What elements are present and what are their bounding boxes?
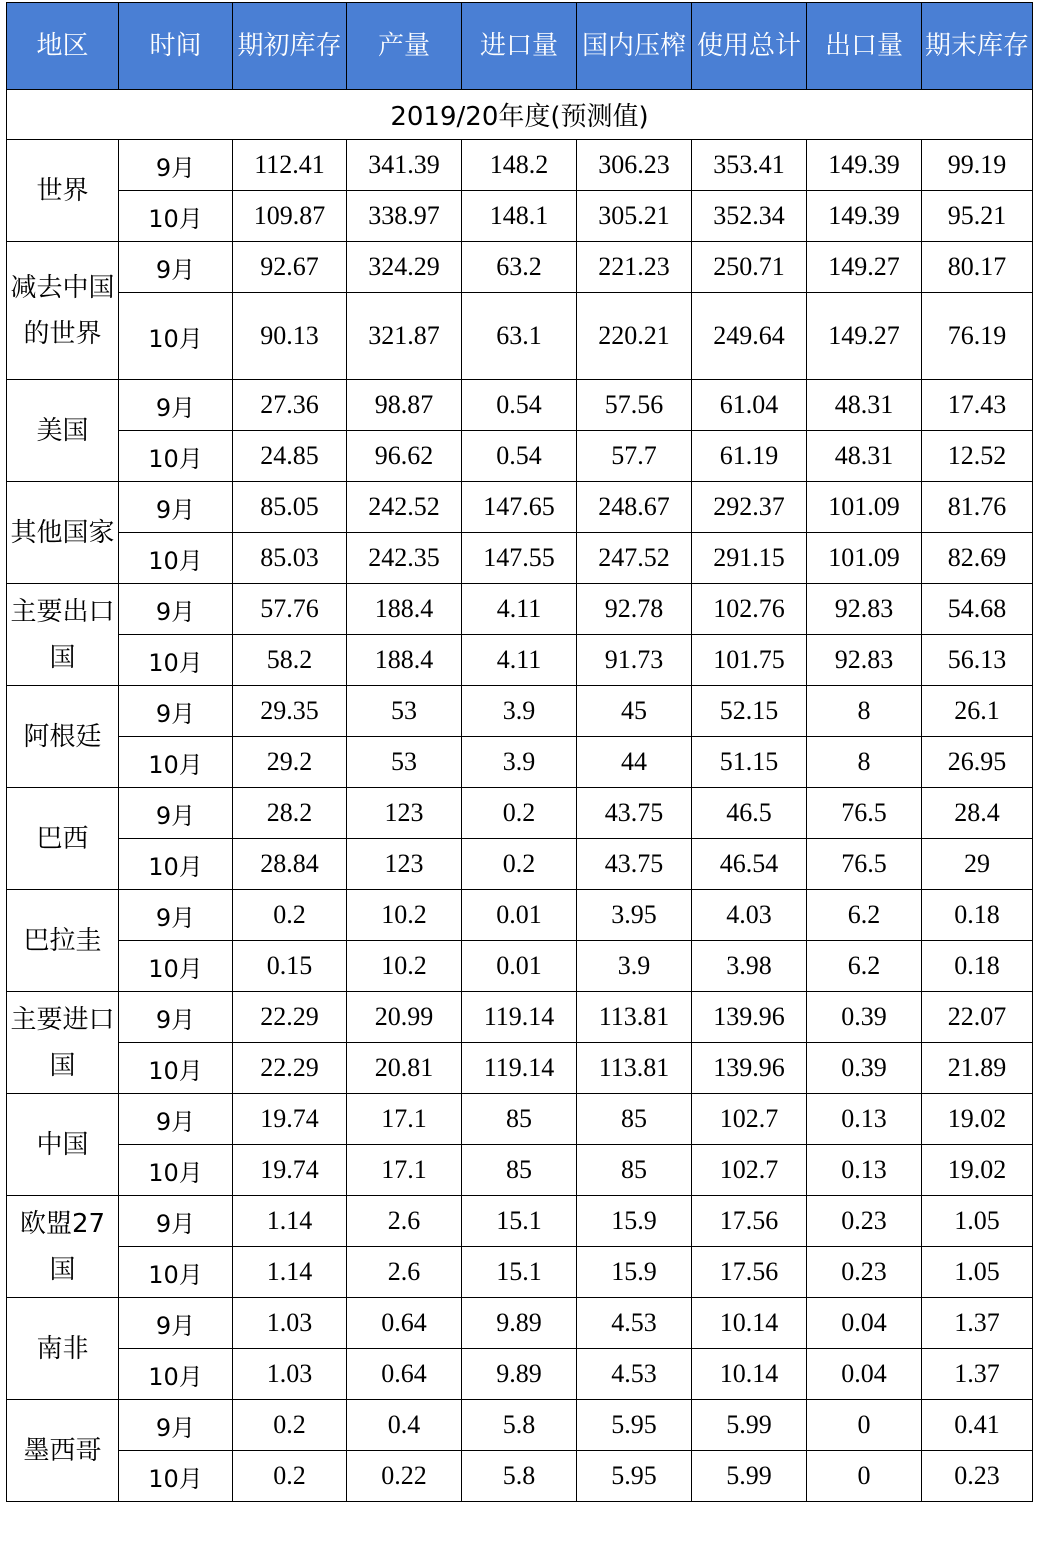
value-cell: 149.39 xyxy=(807,140,922,191)
value-cell: 221.23 xyxy=(577,242,692,293)
value-cell: 3.9 xyxy=(577,941,692,992)
value-cell: 15.1 xyxy=(462,1196,577,1247)
col-header-ending-stocks: 期末库存 xyxy=(922,3,1033,90)
value-cell: 19.02 xyxy=(922,1094,1033,1145)
col-header-region: 地区 xyxy=(7,3,119,90)
value-cell: 147.55 xyxy=(462,533,577,584)
value-cell: 28.4 xyxy=(922,788,1033,839)
value-cell: 0.15 xyxy=(233,941,347,992)
table-row xyxy=(7,191,1033,242)
value-cell: 113.81 xyxy=(577,992,692,1043)
value-cell: 29.35 xyxy=(233,686,347,737)
month-cell: 9月 xyxy=(119,1400,233,1451)
value-cell: 29 xyxy=(922,839,1033,890)
value-cell: 1.05 xyxy=(922,1247,1033,1298)
value-cell: 123 xyxy=(347,839,462,890)
value-cell: 0.18 xyxy=(922,890,1033,941)
col-header-imports: 进口量 xyxy=(462,3,577,90)
value-cell: 46.5 xyxy=(692,788,807,839)
value-cell: 27.36 xyxy=(233,380,347,431)
value-cell: 22.29 xyxy=(233,1043,347,1094)
value-cell: 3.9 xyxy=(462,686,577,737)
value-cell: 188.4 xyxy=(347,584,462,635)
month-cell: 10月 xyxy=(119,293,233,380)
value-cell: 54.68 xyxy=(922,584,1033,635)
table-row xyxy=(7,1196,1033,1247)
value-cell: 20.81 xyxy=(347,1043,462,1094)
value-cell: 5.8 xyxy=(462,1451,577,1502)
table-row xyxy=(7,1298,1033,1349)
value-cell: 119.14 xyxy=(462,1043,577,1094)
value-cell: 26.1 xyxy=(922,686,1033,737)
value-cell: 1.37 xyxy=(922,1349,1033,1400)
value-cell: 9.89 xyxy=(462,1349,577,1400)
value-cell: 0.64 xyxy=(347,1298,462,1349)
value-cell: 92.67 xyxy=(233,242,347,293)
value-cell: 123 xyxy=(347,788,462,839)
month-cell: 9月 xyxy=(119,1196,233,1247)
value-cell: 0.2 xyxy=(233,1400,347,1451)
value-cell: 17.43 xyxy=(922,380,1033,431)
value-cell: 81.76 xyxy=(922,482,1033,533)
month-cell: 10月 xyxy=(119,1145,233,1196)
month-cell: 10月 xyxy=(119,1451,233,1502)
value-cell: 28.2 xyxy=(233,788,347,839)
table-row xyxy=(7,482,1033,533)
value-cell: 292.37 xyxy=(692,482,807,533)
region-cell: 主要进口国 xyxy=(7,992,119,1094)
value-cell: 10.14 xyxy=(692,1298,807,1349)
region-cell: 欧盟27国 xyxy=(7,1196,119,1298)
value-cell: 1.03 xyxy=(233,1349,347,1400)
region-cell: 其他国家 xyxy=(7,482,119,584)
value-cell: 1.14 xyxy=(233,1247,347,1298)
value-cell: 0.22 xyxy=(347,1451,462,1502)
table-row xyxy=(7,1145,1033,1196)
value-cell: 3.98 xyxy=(692,941,807,992)
value-cell: 63.2 xyxy=(462,242,577,293)
value-cell: 305.21 xyxy=(577,191,692,242)
month-cell: 9月 xyxy=(119,1094,233,1145)
value-cell: 15.9 xyxy=(577,1247,692,1298)
value-cell: 306.23 xyxy=(577,140,692,191)
value-cell: 0.54 xyxy=(462,380,577,431)
value-cell: 91.73 xyxy=(577,635,692,686)
value-cell: 248.67 xyxy=(577,482,692,533)
value-cell: 5.99 xyxy=(692,1400,807,1451)
value-cell: 148.2 xyxy=(462,140,577,191)
header-row xyxy=(7,3,1033,90)
value-cell: 148.1 xyxy=(462,191,577,242)
value-cell: 19.74 xyxy=(233,1145,347,1196)
value-cell: 0.2 xyxy=(462,788,577,839)
value-cell: 0.04 xyxy=(807,1298,922,1349)
value-cell: 48.31 xyxy=(807,380,922,431)
value-cell: 10.14 xyxy=(692,1349,807,1400)
value-cell: 149.27 xyxy=(807,242,922,293)
value-cell: 341.39 xyxy=(347,140,462,191)
value-cell: 76.19 xyxy=(922,293,1033,380)
value-cell: 2.6 xyxy=(347,1247,462,1298)
value-cell: 17.56 xyxy=(692,1196,807,1247)
table-row xyxy=(7,1400,1033,1451)
value-cell: 17.1 xyxy=(347,1094,462,1145)
value-cell: 10.2 xyxy=(347,890,462,941)
value-cell: 101.75 xyxy=(692,635,807,686)
table-row xyxy=(7,380,1033,431)
value-cell: 112.41 xyxy=(233,140,347,191)
value-cell: 15.9 xyxy=(577,1196,692,1247)
value-cell: 250.71 xyxy=(692,242,807,293)
month-cell: 9月 xyxy=(119,788,233,839)
table-row xyxy=(7,1043,1033,1094)
value-cell: 3.9 xyxy=(462,737,577,788)
value-cell: 96.62 xyxy=(347,431,462,482)
value-cell: 0.01 xyxy=(462,890,577,941)
table-row xyxy=(7,1349,1033,1400)
value-cell: 76.5 xyxy=(807,788,922,839)
value-cell: 4.53 xyxy=(577,1298,692,1349)
value-cell: 85.03 xyxy=(233,533,347,584)
season-row xyxy=(7,90,1033,140)
value-cell: 0.13 xyxy=(807,1145,922,1196)
value-cell: 119.14 xyxy=(462,992,577,1043)
table-row xyxy=(7,788,1033,839)
value-cell: 6.2 xyxy=(807,890,922,941)
value-cell: 85 xyxy=(577,1145,692,1196)
value-cell: 76.5 xyxy=(807,839,922,890)
month-cell: 10月 xyxy=(119,839,233,890)
value-cell: 98.87 xyxy=(347,380,462,431)
table-row xyxy=(7,686,1033,737)
col-header-production: 产量 xyxy=(347,3,462,90)
value-cell: 147.65 xyxy=(462,482,577,533)
region-cell: 世界 xyxy=(7,140,119,242)
value-cell: 0 xyxy=(807,1451,922,1502)
table-row xyxy=(7,1451,1033,1502)
value-cell: 52.15 xyxy=(692,686,807,737)
value-cell: 61.04 xyxy=(692,380,807,431)
value-cell: 53 xyxy=(347,737,462,788)
value-cell: 149.39 xyxy=(807,191,922,242)
value-cell: 0.4 xyxy=(347,1400,462,1451)
value-cell: 220.21 xyxy=(577,293,692,380)
value-cell: 45 xyxy=(577,686,692,737)
value-cell: 17.1 xyxy=(347,1145,462,1196)
value-cell: 8 xyxy=(807,686,922,737)
value-cell: 2.6 xyxy=(347,1196,462,1247)
month-cell: 9月 xyxy=(119,242,233,293)
value-cell: 80.17 xyxy=(922,242,1033,293)
month-cell: 10月 xyxy=(119,431,233,482)
region-cell: 减去中国的世界 xyxy=(7,242,119,380)
month-cell: 10月 xyxy=(119,1349,233,1400)
value-cell: 1.03 xyxy=(233,1298,347,1349)
value-cell: 56.13 xyxy=(922,635,1033,686)
value-cell: 113.81 xyxy=(577,1043,692,1094)
value-cell: 15.1 xyxy=(462,1247,577,1298)
value-cell: 92.83 xyxy=(807,635,922,686)
value-cell: 21.89 xyxy=(922,1043,1033,1094)
table-row xyxy=(7,533,1033,584)
value-cell: 3.95 xyxy=(577,890,692,941)
value-cell: 22.29 xyxy=(233,992,347,1043)
region-cell: 主要出口国 xyxy=(7,584,119,686)
value-cell: 24.85 xyxy=(233,431,347,482)
value-cell: 139.96 xyxy=(692,992,807,1043)
value-cell: 0.23 xyxy=(807,1196,922,1247)
value-cell: 57.56 xyxy=(577,380,692,431)
col-header-time: 时间 xyxy=(119,3,233,90)
month-cell: 10月 xyxy=(119,737,233,788)
value-cell: 51.15 xyxy=(692,737,807,788)
value-cell: 58.2 xyxy=(233,635,347,686)
value-cell: 48.31 xyxy=(807,431,922,482)
value-cell: 8 xyxy=(807,737,922,788)
value-cell: 90.13 xyxy=(233,293,347,380)
month-cell: 9月 xyxy=(119,686,233,737)
month-cell: 10月 xyxy=(119,1247,233,1298)
month-cell: 10月 xyxy=(119,1043,233,1094)
value-cell: 188.4 xyxy=(347,635,462,686)
value-cell: 85.05 xyxy=(233,482,347,533)
col-header-beginning-stocks: 期初库存 xyxy=(233,3,347,90)
table-row xyxy=(7,839,1033,890)
value-cell: 101.09 xyxy=(807,533,922,584)
table-row xyxy=(7,1094,1033,1145)
value-cell: 102.7 xyxy=(692,1145,807,1196)
value-cell: 22.07 xyxy=(922,992,1033,1043)
value-cell: 0.18 xyxy=(922,941,1033,992)
value-cell: 85 xyxy=(462,1094,577,1145)
value-cell: 324.29 xyxy=(347,242,462,293)
value-cell: 321.87 xyxy=(347,293,462,380)
value-cell: 99.19 xyxy=(922,140,1033,191)
value-cell: 109.87 xyxy=(233,191,347,242)
value-cell: 102.76 xyxy=(692,584,807,635)
col-header-total-use: 使用总计 xyxy=(692,3,807,90)
value-cell: 92.83 xyxy=(807,584,922,635)
value-cell: 102.7 xyxy=(692,1094,807,1145)
value-cell: 20.99 xyxy=(347,992,462,1043)
value-cell: 9.89 xyxy=(462,1298,577,1349)
region-cell: 南非 xyxy=(7,1298,119,1400)
value-cell: 19.02 xyxy=(922,1145,1033,1196)
value-cell: 6.2 xyxy=(807,941,922,992)
value-cell: 0.04 xyxy=(807,1349,922,1400)
value-cell: 352.34 xyxy=(692,191,807,242)
value-cell: 0.2 xyxy=(462,839,577,890)
value-cell: 0.13 xyxy=(807,1094,922,1145)
value-cell: 0.23 xyxy=(807,1247,922,1298)
value-cell: 247.52 xyxy=(577,533,692,584)
value-cell: 28.84 xyxy=(233,839,347,890)
col-header-exports: 出口量 xyxy=(807,3,922,90)
value-cell: 0.41 xyxy=(922,1400,1033,1451)
value-cell: 57.76 xyxy=(233,584,347,635)
region-cell: 巴西 xyxy=(7,788,119,890)
table-row xyxy=(7,941,1033,992)
value-cell: 0.54 xyxy=(462,431,577,482)
value-cell: 1.37 xyxy=(922,1298,1033,1349)
value-cell: 4.11 xyxy=(462,584,577,635)
value-cell: 101.09 xyxy=(807,482,922,533)
value-cell: 0.01 xyxy=(462,941,577,992)
table-row xyxy=(7,635,1033,686)
value-cell: 63.1 xyxy=(462,293,577,380)
month-cell: 9月 xyxy=(119,890,233,941)
season-label: 2019/20年度(预测值) xyxy=(7,90,1033,140)
value-cell: 17.56 xyxy=(692,1247,807,1298)
month-cell: 9月 xyxy=(119,482,233,533)
value-cell: 44 xyxy=(577,737,692,788)
value-cell: 46.54 xyxy=(692,839,807,890)
month-cell: 9月 xyxy=(119,992,233,1043)
value-cell: 242.35 xyxy=(347,533,462,584)
value-cell: 0.39 xyxy=(807,1043,922,1094)
value-cell: 29.2 xyxy=(233,737,347,788)
value-cell: 57.7 xyxy=(577,431,692,482)
month-cell: 10月 xyxy=(119,191,233,242)
value-cell: 249.64 xyxy=(692,293,807,380)
region-cell: 美国 xyxy=(7,380,119,482)
table-row xyxy=(7,584,1033,635)
value-cell: 19.74 xyxy=(233,1094,347,1145)
month-cell: 10月 xyxy=(119,941,233,992)
value-cell: 0.39 xyxy=(807,992,922,1043)
table-row xyxy=(7,992,1033,1043)
table-row xyxy=(7,140,1033,191)
region-cell: 巴拉圭 xyxy=(7,890,119,992)
soybean-balance-table xyxy=(6,2,1033,1502)
value-cell: 43.75 xyxy=(577,839,692,890)
value-cell: 12.52 xyxy=(922,431,1033,482)
value-cell: 85 xyxy=(462,1145,577,1196)
value-cell: 82.69 xyxy=(922,533,1033,584)
value-cell: 0.2 xyxy=(233,890,347,941)
value-cell: 43.75 xyxy=(577,788,692,839)
value-cell: 26.95 xyxy=(922,737,1033,788)
value-cell: 10.2 xyxy=(347,941,462,992)
value-cell: 95.21 xyxy=(922,191,1033,242)
value-cell: 5.8 xyxy=(462,1400,577,1451)
value-cell: 4.53 xyxy=(577,1349,692,1400)
value-cell: 1.05 xyxy=(922,1196,1033,1247)
value-cell: 291.15 xyxy=(692,533,807,584)
value-cell: 338.97 xyxy=(347,191,462,242)
value-cell: 0 xyxy=(807,1400,922,1451)
month-cell: 10月 xyxy=(119,533,233,584)
month-cell: 9月 xyxy=(119,380,233,431)
value-cell: 4.03 xyxy=(692,890,807,941)
table-row xyxy=(7,431,1033,482)
value-cell: 0.64 xyxy=(347,1349,462,1400)
month-cell: 9月 xyxy=(119,1298,233,1349)
value-cell: 242.52 xyxy=(347,482,462,533)
table-row xyxy=(7,737,1033,788)
value-cell: 4.11 xyxy=(462,635,577,686)
table-row xyxy=(7,1247,1033,1298)
region-cell: 阿根廷 xyxy=(7,686,119,788)
value-cell: 61.19 xyxy=(692,431,807,482)
value-cell: 353.41 xyxy=(692,140,807,191)
value-cell: 53 xyxy=(347,686,462,737)
value-cell: 0.23 xyxy=(922,1451,1033,1502)
table-row xyxy=(7,242,1033,293)
value-cell: 92.78 xyxy=(577,584,692,635)
month-cell: 10月 xyxy=(119,635,233,686)
table-row xyxy=(7,890,1033,941)
value-cell: 5.95 xyxy=(577,1400,692,1451)
value-cell: 0.2 xyxy=(233,1451,347,1502)
month-cell: 9月 xyxy=(119,584,233,635)
value-cell: 1.14 xyxy=(233,1196,347,1247)
col-header-crush: 国内压榨 xyxy=(577,3,692,90)
value-cell: 5.99 xyxy=(692,1451,807,1502)
value-cell: 149.27 xyxy=(807,293,922,380)
month-cell: 9月 xyxy=(119,140,233,191)
value-cell: 85 xyxy=(577,1094,692,1145)
region-cell: 墨西哥 xyxy=(7,1400,119,1502)
value-cell: 5.95 xyxy=(577,1451,692,1502)
value-cell: 139.96 xyxy=(692,1043,807,1094)
table-row xyxy=(7,293,1033,380)
region-cell: 中国 xyxy=(7,1094,119,1196)
